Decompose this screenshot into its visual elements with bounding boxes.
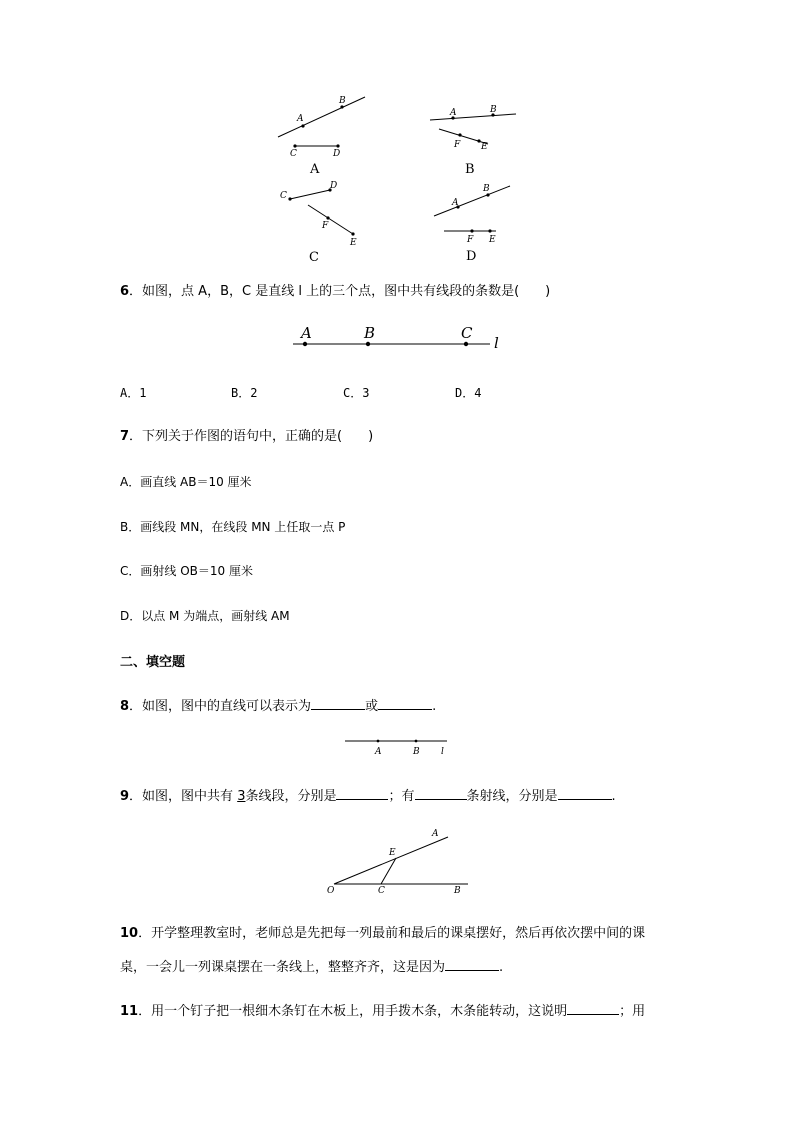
q5-figure-b: [425, 98, 525, 180]
point-label: B: [339, 96, 346, 106]
point-label: D: [330, 181, 338, 191]
point-label: B: [490, 105, 497, 115]
question-7: [120, 428, 373, 446]
answer-blank[interactable]: [311, 696, 365, 710]
question-number: 6: [120, 284, 130, 299]
q8-line-figure: [343, 735, 453, 759]
question-text: ．用一个钉子把一根细木条钉在木板上，用手拨木条，木条能转动，这说明: [138, 1004, 568, 1019]
point-label: E: [350, 238, 357, 248]
answer-blank[interactable]: [415, 786, 467, 800]
q5-figure-a: [270, 90, 380, 180]
answer-blank[interactable]: [378, 696, 432, 710]
option-caption: C: [309, 250, 319, 265]
question-number: 9: [120, 789, 130, 804]
q5-figure-d: [428, 178, 528, 268]
question-text: .: [499, 960, 504, 975]
line-label: l: [494, 334, 499, 352]
point-label: B: [413, 747, 420, 757]
question-text: ．如图，点 A，B，C 是直线 l 上的三个点，图中共有线段的条数是( ): [129, 284, 551, 299]
question-6: [120, 283, 550, 301]
point-label: E: [389, 848, 396, 858]
answer-blank[interactable]: [445, 957, 499, 971]
point-label: B: [483, 184, 490, 194]
q7-option-c[interactable]: C．画射线 OB＝10 厘米: [120, 564, 253, 578]
point-label: F: [322, 221, 329, 231]
question-text: 条射线，分别是: [466, 789, 558, 804]
q5-figure-c: [276, 176, 376, 266]
point-label: D: [333, 149, 341, 159]
point-label: A: [297, 114, 304, 124]
point-label: E: [489, 235, 496, 245]
option-caption: A: [310, 162, 320, 177]
question-text: ；有: [388, 789, 415, 804]
q7-option-d[interactable]: D．以点 M 为端点，画射线 AM: [120, 609, 290, 623]
point-label: C: [461, 324, 473, 342]
q9-angle-figure: [322, 825, 472, 897]
question-number: 11: [120, 1004, 139, 1019]
q6-option-a[interactable]: A．1: [120, 386, 147, 400]
question-text: ．如图，图中的直线可以表示为: [129, 699, 312, 714]
point-label: C: [290, 149, 297, 159]
point-label: A: [301, 324, 312, 342]
point-label: F: [454, 140, 461, 150]
point-label: C: [378, 886, 385, 896]
question-text: ．下列关于作图的语句中，正确的是( ): [129, 429, 374, 444]
q7-option-a[interactable]: A．画直线 AB＝10 厘米: [120, 475, 252, 489]
line-label: l: [441, 747, 444, 757]
question-number: 8: [120, 699, 130, 714]
point-label: O: [327, 886, 335, 896]
answer-blank[interactable]: [558, 786, 612, 800]
question-11: [120, 1001, 645, 1021]
point-label: B: [364, 324, 376, 342]
question-number: 7: [120, 429, 130, 444]
point-label: F: [467, 235, 474, 245]
question-text: 桌，一会儿一列课桌摆在一条线上，整整齐齐，这是因为: [120, 960, 446, 975]
question-text: ．如图，图中共有: [129, 789, 238, 804]
question-text: 条线段，分别是: [245, 789, 337, 804]
option-caption: D: [466, 249, 477, 264]
q6-option-b[interactable]: B．2: [231, 386, 258, 400]
question-10-line1: [120, 925, 645, 943]
question-text: .: [432, 699, 437, 714]
answer-blank[interactable]: [336, 786, 388, 800]
point-label: A: [375, 747, 382, 757]
answer-blank[interactable]: [567, 1001, 619, 1015]
point-label: B: [454, 886, 461, 896]
question-9: [120, 786, 616, 806]
point-label: A: [432, 829, 439, 839]
point-label: E: [481, 142, 488, 152]
question-text: .: [611, 789, 616, 804]
question-number: 10: [120, 926, 139, 941]
q7-option-b[interactable]: B．画线段 MN，在线段 MN 上任取一点 P: [120, 520, 346, 534]
point-label: A: [450, 108, 457, 118]
point-label: C: [280, 191, 287, 201]
question-text: 或: [365, 699, 379, 714]
option-caption: B: [465, 162, 475, 177]
question-10-line2: [120, 957, 503, 977]
question-text: ．开学整理教室时，老师总是先把每一列最前和最后的课桌摆好，然后再依次摆中间的课: [138, 926, 646, 941]
point-label: A: [452, 198, 459, 208]
question-text: ；用: [619, 1004, 646, 1019]
section-title: 二、填空题: [120, 655, 186, 670]
q6-option-d[interactable]: D．4: [455, 386, 482, 400]
q6-line-figure: [290, 325, 510, 355]
q6-option-c[interactable]: C．3: [343, 386, 370, 400]
segment-count: 3: [237, 789, 246, 804]
question-8: [120, 696, 436, 716]
